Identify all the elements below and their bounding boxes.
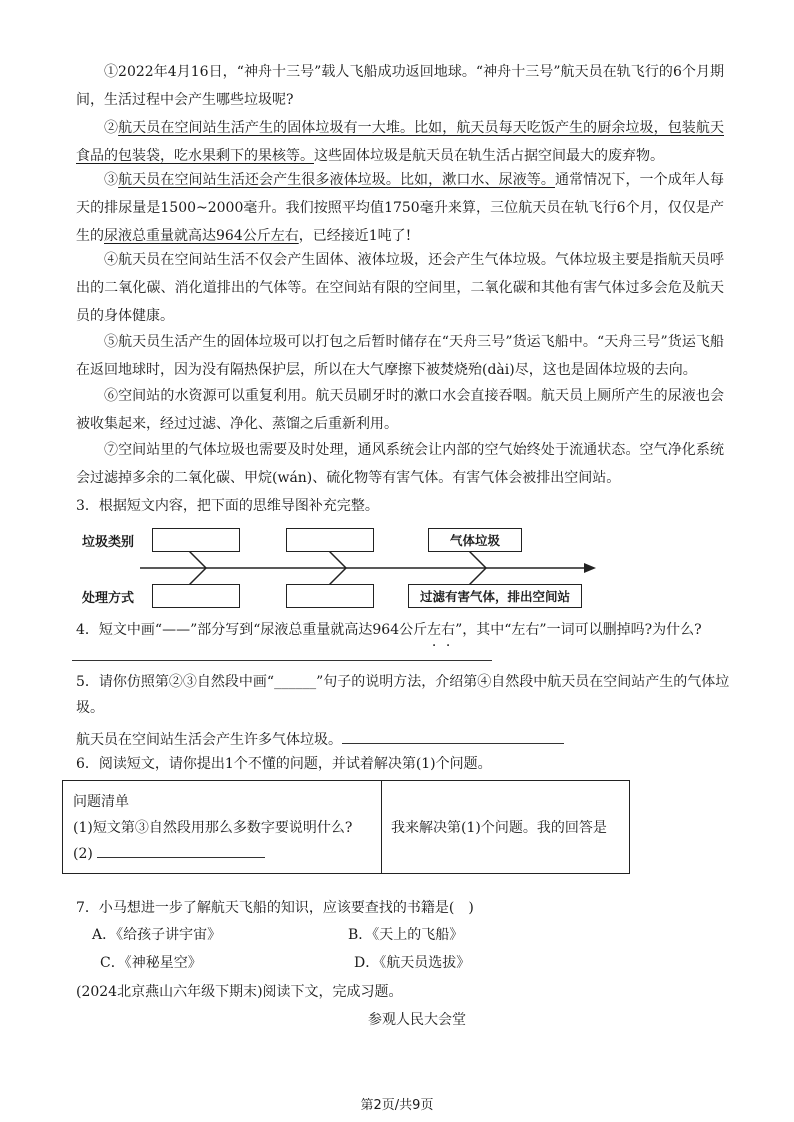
mind-map-label-method: 处理方式 <box>82 591 135 606</box>
question-4-post: ”，其中“左右”一词可以删掉吗?为什么? <box>455 622 702 638</box>
page-footer: 第2页/共9页 <box>360 1098 434 1113</box>
mind-map-box-filter-text: 过滤有害气体，排出空间站 <box>419 589 570 604</box>
next-section-intro: (2024北京燕山六年级下期末)阅读下文，完成习题。 <box>76 984 403 1000</box>
paragraph-1: ①2022年4月16日，“神舟十三号”载人飞船成功返回地球。“神舟十三号”航天员在轨飞行的6个月期间，生活过程中会产生哪些垃圾呢? <box>76 64 724 108</box>
answer-cell[interactable]: 我来解决第(1)个问题。我的回答是 <box>391 820 607 836</box>
question-5-line-2: 圾。 <box>76 700 104 716</box>
mind-map-box-category-1[interactable] <box>152 528 240 552</box>
mind-map-box-category-2[interactable] <box>286 528 374 552</box>
paragraph-5: ⑤航天员生活产生的固体垃圾可以打包之后暂时储存在“天舟三号”货运飞船中。“天舟三号”货运飞船在返回地球时，因为没有隔热保护层，所以在大气摩擦下被焚烧殆(dài)尽，这也是固体垃圾的去向。 <box>76 334 724 378</box>
question-4-pre: 4．短文中画“——”部分写到“尿液总重量就高达964公斤 <box>76 622 428 638</box>
question-4-dotted-1: 左 <box>427 622 442 638</box>
option-a[interactable]: A．《给孩子讲宇宙》 <box>92 927 222 943</box>
mind-map-label-category: 垃圾类别 <box>82 535 135 550</box>
question-6: 6．阅读短文，请你提出1个不懂的问题，并试着解决第(1)个问题。 <box>76 756 492 772</box>
question-list-item-2-line[interactable] <box>97 843 265 858</box>
paragraph-3-underlined-2: 尿液总重量就高达964公斤左右 <box>104 228 299 244</box>
paragraph-3-underlined-1: 航天员在空间站生活还会产生很多液体垃圾。比如，漱口水、尿液等。 <box>118 172 555 188</box>
question-4-answer-line[interactable] <box>72 660 492 661</box>
axis-arrow-head <box>584 563 596 573</box>
paragraph-4: ④航天员在空间站生活不仅会产生固体、液体垃圾，还会产生气体垃圾。气体垃圾主要是指航天员呼出的二氧化碳、消化道排出的气体等。在空间站有限的空间里，二氧化碳和其他有害气体过多会危及航天员的身体健康。 <box>76 252 724 324</box>
mind-map-box-gas <box>428 528 522 552</box>
paragraph-3-end: ，已经接近1吨了! <box>298 228 412 244</box>
question-4-dotted-2: 右 <box>441 622 456 638</box>
next-section-title: 参观人民大会堂 <box>368 1012 466 1028</box>
question-list-item-1: (1)短文第③自然段用那么多数字要说明什么? <box>73 820 353 836</box>
mind-map-box-method-2[interactable] <box>286 584 374 608</box>
paragraph-6: ⑥空间站的水资源可以重复利用。航天员刷牙时的漱口水会直接吞咽。航天员上厕所产生的尿液也会被收集起来，经过过滤、净化、蒸馏之后重新利用。 <box>76 388 724 432</box>
question-5-line-3 <box>76 728 564 752</box>
option-c[interactable]: C．《神秘星空》 <box>100 955 202 971</box>
paragraph-7: ⑦空间站里的气体垃圾也需要及时处理，通风系统会让内部的空气始终处于流通状态。空气净化系统会过滤掉多余的二氧化碳、甲烷(wán)、硫化物等有害气体。有害气体会被排出空间站。 <box>76 442 724 486</box>
question-5-prompt: 航天员在空间站生活会产生许多气体垃圾。 <box>76 732 342 748</box>
paragraph-2-rest: 这些固体垃圾是航天员在轨生活占据空间最大的废弃物。 <box>314 148 664 164</box>
paragraph-2-number: ② <box>104 120 119 136</box>
question-4 <box>76 618 702 642</box>
option-d[interactable]: D．《航天员选拔》 <box>354 955 471 971</box>
question-7: 7．小马想进一步了解航天飞船的知识，应该要查找的书籍是( ) <box>76 900 474 916</box>
question-5-line-1: 5．请你仿照第②③自然段中画“______”句子的说明方法，介绍第④自然段中航天员在空间站产生的气体垃 <box>76 674 730 690</box>
paragraph-2-underlined: 航天员在空间站生活产生的固体垃圾有一大堆。比如，航天员每天吃饭产生的厨余垃圾，包装航天食品的包装袋，吃水果剩下的果核等。 <box>76 120 724 164</box>
option-b[interactable]: B．《天上的飞船》 <box>348 927 464 943</box>
mind-map-box-filter <box>408 584 582 608</box>
mind-map-box-method-1[interactable] <box>152 584 240 608</box>
paragraph-2 <box>76 114 724 170</box>
paragraph-3 <box>76 166 724 250</box>
question-list-item-2 <box>73 843 265 862</box>
mind-map-box-gas-text: 气体垃圾 <box>449 533 500 548</box>
question-5-answer-line[interactable] <box>342 729 564 744</box>
question-list-title: 问题清单 <box>73 794 129 810</box>
table-divider <box>381 781 382 873</box>
question-table <box>62 780 630 874</box>
paragraph-3-number: ③ <box>104 172 119 188</box>
question-list-item-2-label: (2) <box>73 846 93 862</box>
question-3: 3．根据短文内容，把下面的思维导图补充完整。 <box>76 498 379 514</box>
paragraph-3-middle: 通常情况下，一个成年人每天的排尿量是1500~2000毫升。我们按照平均值1750毫升来算，三位航天员在轨飞行6个月，仅仅是产生的 <box>76 172 725 244</box>
